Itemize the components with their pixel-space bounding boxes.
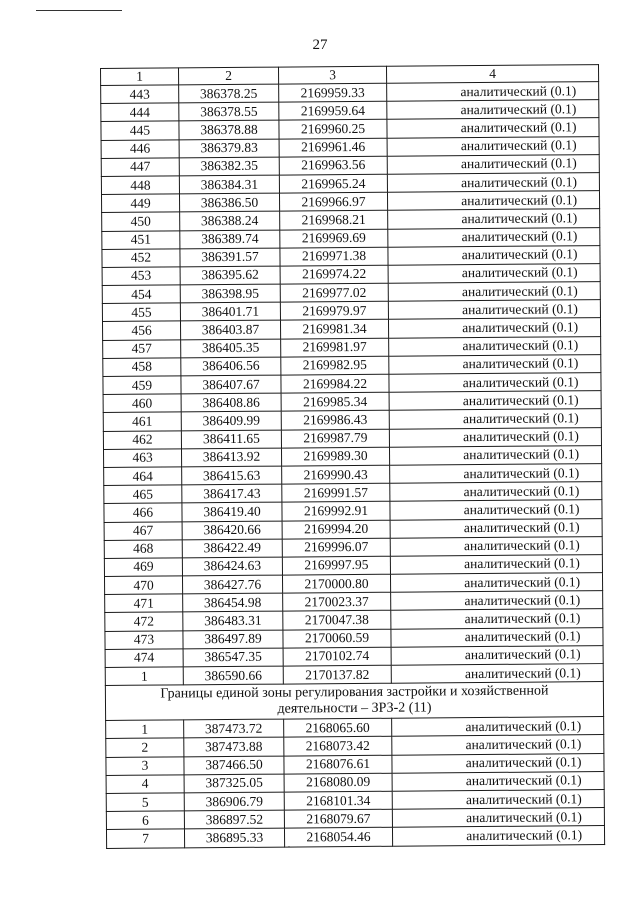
point-number-cell: 1: [105, 667, 183, 686]
x-coordinate-cell: 386405.35: [181, 339, 281, 358]
x-coordinate-cell: 386419.40: [182, 502, 282, 521]
coordinates-table: [100, 64, 605, 848]
scan-speck: [288, 846, 290, 848]
point-number-cell: 4: [106, 775, 184, 794]
y-coordinate-cell: 2169986.43: [281, 411, 389, 430]
x-coordinate-cell: 386378.88: [179, 120, 279, 139]
y-coordinate-cell: 2169991.57: [282, 483, 390, 502]
scanned-table-area: [100, 64, 604, 848]
point-number-cell: 456: [102, 321, 180, 340]
point-number-cell: 453: [102, 267, 180, 286]
y-coordinate-cell: 2169963.56: [279, 156, 387, 175]
y-coordinate-cell: 2169961.46: [279, 138, 387, 157]
method-cell: аналитический (0.1): [389, 391, 601, 411]
point-number-cell: 7: [106, 829, 184, 848]
x-coordinate-cell: 386407.67: [181, 375, 281, 394]
method-cell: аналитический (0.1): [392, 771, 604, 791]
method-cell: аналитический (0.1): [390, 554, 602, 574]
x-coordinate-cell: 387473.88: [184, 737, 284, 756]
method-cell: аналитический (0.1): [389, 373, 601, 393]
point-number-cell: 459: [103, 376, 181, 395]
method-cell: аналитический (0.1): [391, 664, 603, 684]
x-coordinate-cell: 386497.89: [183, 630, 283, 649]
y-coordinate-cell: 2169996.07: [282, 538, 390, 557]
y-coordinate-cell: 2169987.79: [281, 429, 389, 448]
y-coordinate-cell: 2170137.82: [283, 665, 391, 684]
x-coordinate-cell: 386409.99: [181, 411, 281, 430]
point-number-cell: 460: [103, 394, 181, 413]
y-coordinate-cell: 2168065.60: [284, 718, 392, 737]
method-cell: аналитический (0.1): [388, 282, 600, 302]
y-coordinate-cell: 2169979.97: [280, 301, 388, 320]
method-cell: аналитический (0.1): [388, 209, 600, 229]
point-number-cell: 447: [101, 158, 179, 177]
point-number-cell: 451: [102, 230, 180, 249]
x-coordinate-cell: 386391.57: [180, 248, 280, 267]
point-number-cell: 465: [104, 485, 182, 504]
x-coordinate-cell: 386415.63: [182, 466, 282, 485]
x-coordinate-cell: 386895.33: [184, 828, 284, 847]
x-coordinate-cell: 387325.05: [184, 774, 284, 793]
point-number-cell: 473: [105, 630, 183, 649]
y-coordinate-cell: 2168079.67: [284, 809, 392, 828]
method-cell: аналитический (0.1): [387, 136, 599, 156]
x-coordinate-cell: 386398.95: [180, 284, 280, 303]
x-coordinate-cell: 386897.52: [184, 810, 284, 829]
table-body-second-section: [106, 717, 605, 848]
y-coordinate-cell: 2170102.74: [283, 647, 391, 666]
point-number-cell: 448: [101, 176, 179, 195]
x-coordinate-cell: 386906.79: [184, 792, 284, 811]
y-coordinate-cell: 2168101.34: [284, 791, 392, 810]
page-number: 27: [312, 37, 328, 53]
method-cell: аналитический (0.1): [391, 627, 603, 647]
x-coordinate-cell: 386401.71: [180, 302, 280, 321]
table-body-section-title: [105, 682, 603, 721]
x-coordinate-cell: 386420.66: [182, 521, 282, 540]
point-number-cell: 2: [106, 738, 184, 757]
x-coordinate-cell: 386483.31: [183, 612, 283, 631]
method-cell: аналитический (0.1): [390, 482, 602, 502]
method-cell: аналитический (0.1): [388, 263, 600, 283]
method-cell: аналитический (0.1): [389, 445, 601, 465]
header-cell: 1: [101, 68, 179, 86]
x-coordinate-cell: 386547.35: [183, 648, 283, 667]
y-coordinate-cell: 2170060.59: [283, 629, 391, 648]
y-coordinate-cell: 2169971.38: [280, 247, 388, 266]
point-number-cell: 466: [104, 503, 182, 522]
method-cell: аналитический (0.1): [387, 100, 599, 120]
x-coordinate-cell: 386427.76: [182, 575, 282, 594]
point-number-cell: 443: [101, 85, 179, 104]
point-number-cell: 457: [103, 340, 181, 359]
y-coordinate-cell: 2169966.97: [279, 192, 387, 211]
y-coordinate-cell: 2169989.30: [281, 447, 389, 466]
header-cell: 3: [278, 66, 386, 84]
y-coordinate-cell: 2169968.21: [280, 211, 388, 230]
method-cell: аналитический (0.1): [388, 227, 600, 247]
point-number-cell: 470: [104, 576, 182, 595]
x-coordinate-cell: 386417.43: [182, 484, 282, 503]
method-cell: аналитический (0.1): [388, 300, 600, 320]
point-number-cell: 1: [106, 720, 184, 739]
method-cell: аналитический (0.1): [387, 191, 599, 211]
x-coordinate-cell: 387473.72: [184, 719, 284, 738]
y-coordinate-cell: 2168076.61: [284, 755, 392, 774]
section-title-row: [105, 682, 603, 721]
y-coordinate-cell: 2169997.95: [282, 556, 390, 575]
x-coordinate-cell: 386413.92: [181, 448, 281, 467]
method-cell: аналитический (0.1): [390, 536, 602, 556]
y-coordinate-cell: 2169985.34: [281, 392, 389, 411]
x-coordinate-cell: 386422.49: [182, 539, 282, 558]
method-cell: аналитический (0.1): [389, 427, 601, 447]
y-coordinate-cell: 2169982.95: [281, 356, 389, 375]
method-cell: аналитический (0.1): [389, 409, 601, 429]
point-number-cell: 462: [103, 430, 181, 449]
x-coordinate-cell: 386382.35: [179, 157, 279, 176]
point-number-cell: 469: [104, 558, 182, 577]
point-number-cell: 464: [104, 467, 182, 486]
method-cell: аналитический (0.1): [387, 82, 599, 102]
point-number-cell: 471: [105, 594, 183, 613]
y-coordinate-cell: 2169960.25: [279, 120, 387, 139]
x-coordinate-cell: 386408.86: [181, 393, 281, 412]
point-number-cell: 444: [101, 103, 179, 122]
method-cell: аналитический (0.1): [387, 154, 599, 174]
method-cell: аналитический (0.1): [390, 518, 602, 538]
x-coordinate-cell: 386424.63: [182, 557, 282, 576]
header-cell: 2: [179, 67, 279, 85]
y-coordinate-cell: 2168054.46: [284, 828, 392, 847]
x-coordinate-cell: 386386.50: [179, 193, 279, 212]
y-coordinate-cell: 2169990.43: [282, 465, 390, 484]
point-number-cell: 6: [106, 811, 184, 830]
method-cell: аналитический (0.1): [392, 789, 604, 809]
point-number-cell: 468: [104, 540, 182, 559]
y-coordinate-cell: 2170000.80: [282, 574, 390, 593]
section-title-line-2: деятельности – ЗРЗ-2 (11): [277, 700, 432, 717]
method-cell: аналитический (0.1): [390, 500, 602, 520]
point-number-cell: 474: [105, 649, 183, 668]
y-coordinate-cell: 2169969.69: [280, 229, 388, 248]
table-body-first-section: [101, 82, 604, 686]
method-cell: аналитический (0.1): [392, 717, 604, 737]
y-coordinate-cell: 2169974.22: [280, 265, 388, 284]
x-coordinate-cell: 386395.62: [180, 266, 280, 285]
top-rule: [36, 10, 122, 11]
y-coordinate-cell: 2169965.24: [279, 174, 387, 193]
y-coordinate-cell: 2169981.34: [280, 320, 388, 339]
method-cell: аналитический (0.1): [390, 573, 602, 593]
section-title: [105, 682, 603, 721]
y-coordinate-cell: 2170023.37: [283, 592, 391, 611]
x-coordinate-cell: 386388.24: [180, 211, 280, 230]
x-coordinate-cell: 386379.83: [179, 139, 279, 158]
point-number-cell: 452: [102, 249, 180, 268]
point-number-cell: 445: [101, 121, 179, 140]
y-coordinate-cell: 2169977.02: [280, 283, 388, 302]
point-number-cell: 450: [102, 212, 180, 231]
table-row: [106, 826, 604, 848]
point-number-cell: 5: [106, 793, 184, 812]
header-cell: 4: [386, 65, 598, 84]
method-cell: аналитический (0.1): [387, 173, 599, 193]
y-coordinate-cell: 2169994.20: [282, 520, 390, 539]
method-cell: аналитический (0.1): [392, 753, 604, 773]
method-cell: аналитический (0.1): [390, 464, 602, 484]
point-number-cell: 467: [104, 521, 182, 540]
x-coordinate-cell: 386406.56: [181, 357, 281, 376]
method-cell: аналитический (0.1): [387, 118, 599, 138]
point-number-cell: 3: [106, 756, 184, 775]
method-cell: аналитический (0.1): [391, 645, 603, 665]
x-coordinate-cell: 386403.87: [180, 321, 280, 340]
x-coordinate-cell: 386590.66: [183, 666, 283, 685]
x-coordinate-cell: 386411.65: [181, 430, 281, 449]
method-cell: аналитический (0.1): [391, 591, 603, 611]
y-coordinate-cell: 2169984.22: [281, 374, 389, 393]
y-coordinate-cell: 2169981.97: [281, 338, 389, 357]
x-coordinate-cell: 386389.74: [180, 230, 280, 249]
x-coordinate-cell: 386384.31: [179, 175, 279, 194]
y-coordinate-cell: 2169959.64: [279, 101, 387, 120]
method-cell: аналитический (0.1): [388, 245, 600, 265]
point-number-cell: 458: [103, 358, 181, 377]
point-number-cell: 446: [101, 139, 179, 158]
x-coordinate-cell: 386378.55: [179, 102, 279, 121]
section-title-line-1: Границы единой зоны регулирования застройки и хозяйственной: [160, 683, 549, 702]
method-cell: аналитический (0.1): [391, 609, 603, 629]
method-cell: аналитический (0.1): [389, 354, 601, 374]
x-coordinate-cell: 387466.50: [184, 756, 284, 775]
y-coordinate-cell: 2170047.38: [283, 611, 391, 630]
x-coordinate-cell: 386454.98: [183, 593, 283, 612]
y-coordinate-cell: 2168073.42: [284, 737, 392, 756]
y-coordinate-cell: 2169959.33: [279, 83, 387, 102]
point-number-cell: 461: [103, 412, 181, 431]
point-number-cell: 449: [101, 194, 179, 213]
method-cell: аналитический (0.1): [392, 735, 604, 755]
method-cell: аналитический (0.1): [389, 336, 601, 356]
point-number-cell: 472: [105, 612, 183, 631]
x-coordinate-cell: 386378.25: [179, 84, 279, 103]
y-coordinate-cell: 2169992.91: [282, 502, 390, 521]
point-number-cell: 463: [103, 449, 181, 468]
method-cell: аналитический (0.1): [388, 318, 600, 338]
point-number-cell: 455: [102, 303, 180, 322]
y-coordinate-cell: 2168080.09: [284, 773, 392, 792]
method-cell: аналитический (0.1): [392, 826, 604, 846]
method-cell: аналитический (0.1): [392, 808, 604, 828]
point-number-cell: 454: [102, 285, 180, 304]
